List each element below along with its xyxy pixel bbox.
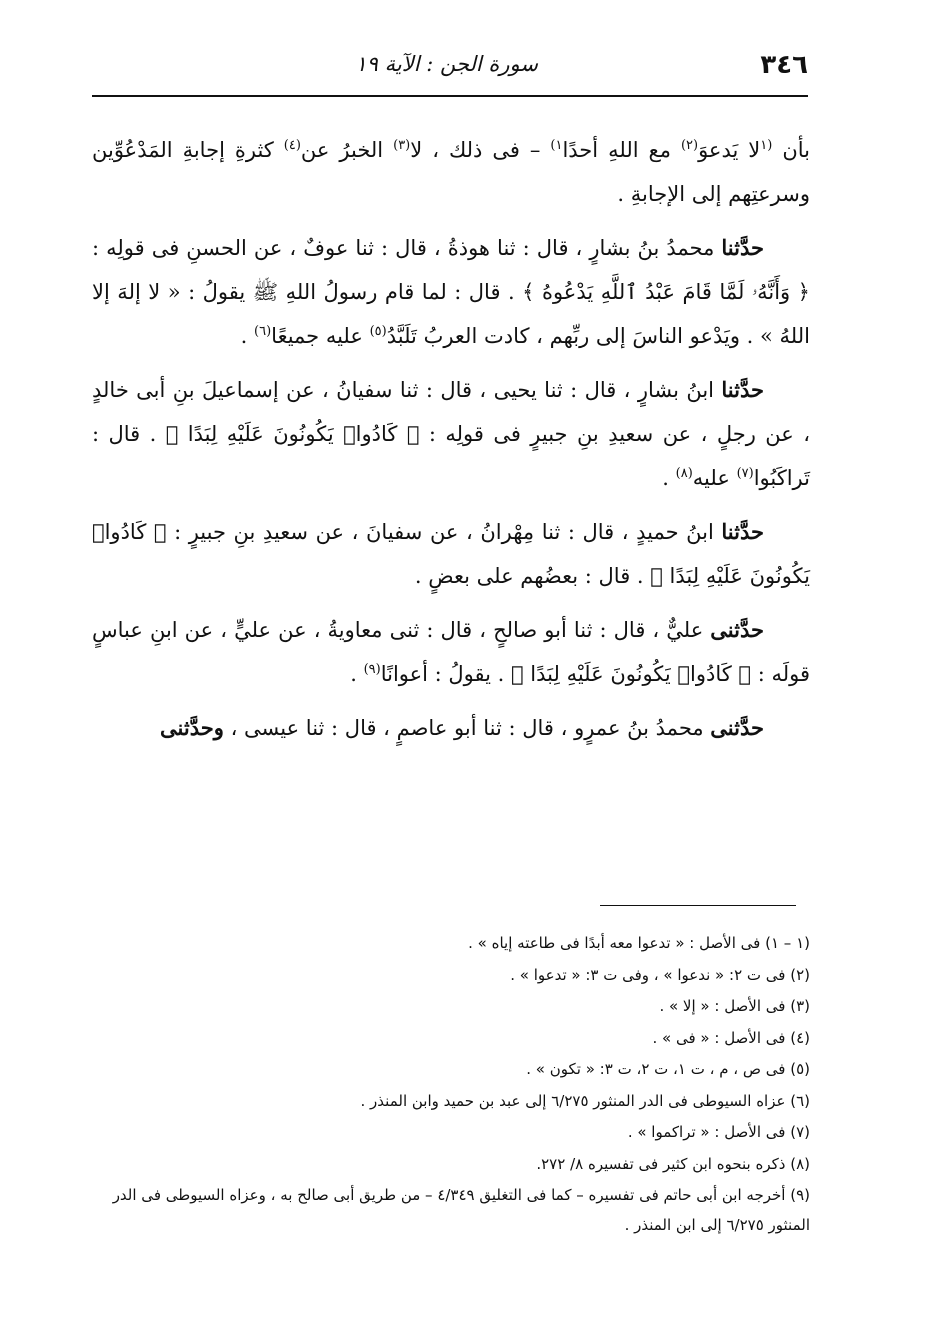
text-run: لا يَدعوَ: [698, 138, 761, 162]
page-header: [92, 50, 808, 90]
hadith-opening-word: حدَّثنا: [721, 519, 764, 544]
footnote: (٩) أخرجه ابن أبى حاتم فى تفسيره – كما فى التغليق ٤/٣٤٩ – من طريق أبى صالح به ، وعزاه السيوطى فى الدر المنثور ٦/٢٧٥ إلى ابن المنذر .: [112, 1186, 810, 1234]
footnote-marker: (٨): [675, 466, 693, 481]
header-divider: [92, 95, 808, 97]
footnote-marker: (٦): [254, 324, 272, 339]
paragraph: [92, 706, 810, 750]
footnote-divider: [600, 905, 796, 906]
text-run: ابنُ حميدٍ ، قال : ثنا مِهْرانُ ، عن سفيانَ ، عن سعيدِ بنِ جبيرٍ :: [166, 520, 722, 544]
footnote: (٣) فى الأصل : « إلا » .: [659, 997, 810, 1015]
footnotes: [90, 928, 810, 1240]
quran-quote: ﴿ كَادُوا۟ يَكُونُونَ عَلَيْهِ لِبَدًا ﴾: [511, 662, 752, 686]
hadith-opening-word: حدَّثنا: [721, 235, 764, 260]
footnote-marker: (١: [760, 138, 773, 153]
footnote-marker: (٥): [369, 324, 387, 339]
paragraph: [92, 608, 810, 696]
text-run: عليه جميعًا: [271, 324, 370, 348]
running-title: سورة الجن : الآية ١٩: [355, 52, 538, 76]
paragraph: [92, 128, 810, 216]
footnote-marker: (٩): [363, 662, 381, 677]
main-text: [92, 128, 810, 750]
footnote: (٦) عزاه السيوطى فى الدر المنثور ٦/٢٧٥ إلى عبد بن حميد وابن المنذر .: [360, 1091, 810, 1110]
text-run: مع اللهِ أحدًا: [562, 138, 681, 162]
text-run: – فى ذلك ، لا: [410, 138, 551, 162]
footnote-marker: ١): [550, 138, 563, 153]
text-run: .: [662, 466, 676, 490]
quran-quote: ﴿ كَادُوا۟ يَكُونُونَ عَلَيْهِ لِبَدًا ﴾: [92, 520, 810, 588]
text-run: . يقولُ : أعوانًا: [380, 662, 512, 686]
text-run: . قال : لما قام رسولُ اللهِ ﷺ يقولُ : « لا إلهَ إلا اللهُ » . ويَدْعو الناسَ إلى ربِّهم ، كادت العربُ تَلَبَّدُ: [92, 280, 810, 348]
footnote: (٥) فى ص ، م ، ت ١، ت ٢، ت ٣: « تكون » .: [526, 1060, 810, 1078]
quran-quote: ﴿ وَأَنَّهُۥ لَمَّا قَامَ عَبْدُ ٱللَّهِ يَدْعُوهُ ﴾: [522, 280, 810, 304]
text-run: محمدُ بنُ عمرٍو ، قال : ثنا أبو عاصمٍ ، قال : ثنا عيسى ،: [223, 716, 711, 740]
text-run: الخبرُ عن: [300, 138, 394, 162]
footnote: (٧) فى الأصل : « تراكموا » .: [627, 1123, 810, 1141]
text-run: بأن: [772, 138, 810, 162]
footnote: (١ – ١) فى الأصل : « تدعوا معه أبدًا فى طاعته إياه » .: [468, 934, 810, 952]
hadith-opening-word: حدَّثنا: [721, 377, 764, 402]
paragraph: [92, 510, 810, 598]
text-run: عليٌّ ، قال : ثنا أبو صالحٍ ، قال : ثنى معاويةُ ، عن عليٍّ ، عن ابنِ عباسٍ قولَه :: [92, 618, 810, 686]
text-run: . قال : تَراكَبُوا: [92, 422, 810, 490]
paragraph: [92, 368, 810, 500]
footnote: (٤) فى الأصل : « فى » .: [652, 1028, 810, 1047]
footnote-marker: (٣): [393, 138, 411, 153]
text-run: كثرةِ إجابةِ المَدْعُوِّين وسرعتِهم إلى الإجابةِ .: [92, 138, 810, 206]
hadith-opening-word: وحدَّثنى: [160, 715, 224, 740]
hadith-opening-word: حدَّثنى: [710, 617, 764, 642]
text-run: . قال : بعضُهم على بعضٍ .: [414, 564, 651, 588]
text-run: محمدُ بنُ بشارٍ ، قال : ثنا هوذةُ ، قال : ثنا عوفٌ ، عن الحسنِ فى قولِه :: [92, 236, 722, 260]
text-run: عليه: [692, 466, 737, 490]
hadith-opening-word: حدَّثنى: [710, 715, 764, 740]
page-number: ٣٤٦: [760, 50, 808, 80]
footnote: (٨) ذكره بنحوه ابن كثير فى تفسيره ٨/ ٢٧٢.: [536, 1154, 810, 1173]
footnote-marker: (٧): [736, 466, 754, 481]
paragraph: [92, 226, 810, 358]
footnote-marker: (٢): [680, 138, 699, 153]
text-run: .: [350, 662, 364, 686]
text-run: ابنُ بشارٍ ، قال : ثنا يحيى ، قال : ثنا سفيانُ ، عن إسماعيلَ بنِ أبى خالدٍ ، عن رجلٍ ، عن سعيدِ بنِ جبيرٍ فى قولِه :: [92, 378, 810, 446]
footnote: (٢) فى ت ٢: « ندعوا » ، وفى ت ٣: « تدعوا » .: [510, 965, 810, 984]
footnote-marker: (٤): [283, 138, 301, 153]
quran-quote: ﴿ كَادُوا۟ يَكُونُونَ عَلَيْهِ لِبَدًا ﴾: [165, 422, 420, 446]
text-run: .: [240, 324, 255, 348]
